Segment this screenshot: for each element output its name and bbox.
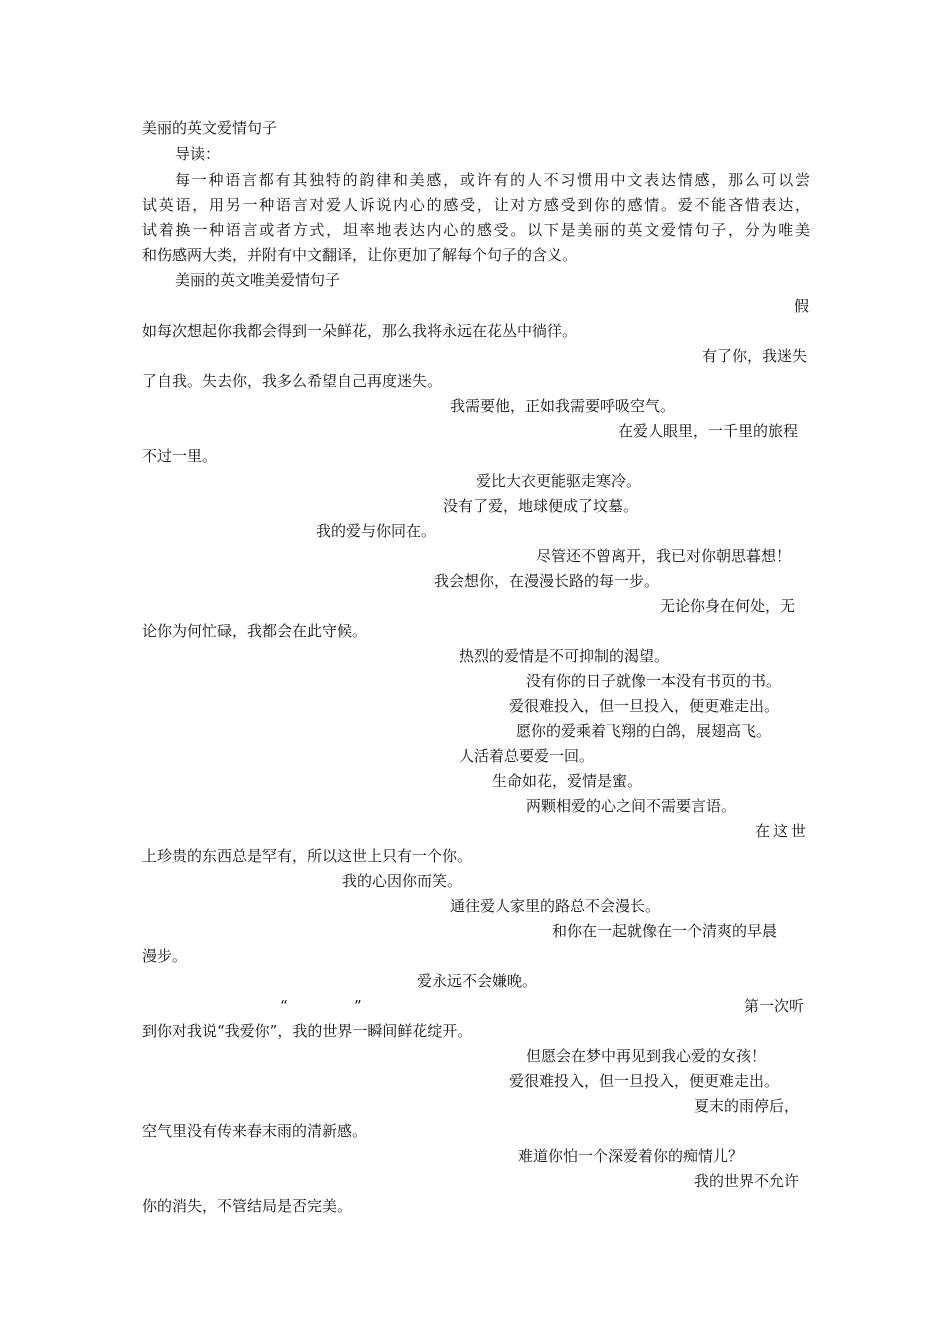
sentence-line: 生命如花，爱情是蜜。 — [492, 772, 643, 790]
intro-paragraph-line: 和伤感两大类，并附有中文翻译，让你更加了解每个句子的含义。 — [142, 246, 578, 264]
sentence-line: 和你在一起就像在一个清爽的早晨 — [552, 922, 778, 940]
sentence-line: 爱永远不会嫌晚。 — [417, 972, 538, 990]
sentence-line: 尽管还不曾离开，我已对你朝思暮想！ — [536, 547, 792, 565]
sentence-line: 难道你怕一个深爱着你的痴情儿？ — [518, 1147, 744, 1165]
sentence-line: 我的心因你而笑。 — [342, 872, 463, 890]
sentence-line: 爱很难投入，但一旦投入，便更难走出。 — [509, 697, 780, 715]
sentence-line: 无论你身在何处，无 — [660, 597, 796, 615]
sentence-line: 空气里没有传来春末雨的清新感。 — [142, 1122, 368, 1140]
document-title: 美丽的英文爱情句子 — [142, 119, 278, 137]
intro-paragraph-line: 试英语，用另一种语言对爱人诉说内心的感受，让对方感受到你的感情。爱不能吝惜表达， — [142, 196, 810, 214]
sentence-line: 在这世 — [755, 822, 810, 840]
sentence-line: 如每次想起你我都会得到一朵鲜花，那么我将永远在花丛中徜徉。 — [142, 322, 578, 340]
sentence-line: 了自我。失去你，我多么希望自己再度迷失。 — [142, 372, 443, 390]
sentence-line: 我的爱与你同在。 — [316, 522, 437, 540]
sentence-line: 我会想你，在漫漫长路的每一步。 — [434, 572, 660, 590]
sentence-line: 夏末的雨停后， — [694, 1097, 800, 1115]
sentence-line: 在爱人眼里，一千里的旅程 — [618, 422, 799, 440]
sentence-line: 有了你，我迷失 — [702, 347, 808, 365]
sentence-line: 第一次听 — [744, 997, 805, 1015]
sentence-line: 假 — [794, 297, 810, 315]
intro-paragraph-line: 每一种语言都有其独特的韵律和美感，或许有的人不习惯用中文表达情感，那么可以尝 — [175, 171, 810, 189]
sentence-line: 我需要他，正如我需要呼吸空气。 — [450, 397, 676, 415]
sentence-line: 但愿会在梦中再见到我心爱的女孩！ — [526, 1047, 767, 1065]
section-heading: 美丽的英文唯美爱情句子 — [175, 271, 341, 289]
sentence-line: 爱很难投入，但一旦投入，便更难走出。 — [509, 1072, 780, 1090]
sentence-line: 两颗相爱的心之间不需要言语。 — [526, 797, 737, 815]
sentence-line: 愿你的爱乘着飞翔的白鸽，展翅高飞。 — [516, 722, 772, 740]
sentence-line: 不过一里。 — [142, 447, 218, 465]
sentence-line: 漫步。 — [142, 947, 188, 965]
sentence-line: 热烈的爱情是不可抑制的渴望。 — [459, 647, 670, 665]
sentence-line: 爱比大衣更能驱走寒冷。 — [476, 472, 642, 490]
intro-paragraph-line: 试着换一种语言或者方式，坦率地表达内心的感受。以下是美丽的英文爱情句子，分为唯美 — [142, 221, 810, 239]
intro-label: 导读： — [175, 145, 221, 163]
sentence-line: 通往爱人家里的路总不会漫长。 — [450, 897, 661, 915]
sentence-line: 论你为何忙碌，我都会在此守候。 — [142, 622, 368, 640]
stray-close-quote: ” — [354, 997, 362, 1015]
sentence-line: 没有你的日子就像一本没有书页的书。 — [526, 672, 782, 690]
sentence-line: 你的消失，不管结局是否完美。 — [142, 1197, 353, 1215]
stray-open-quote: “ — [280, 997, 288, 1015]
sentence-line: 到你对我说“我爱你”，我的世界一瞬间鲜花绽开。 — [142, 1022, 473, 1040]
sentence-line: 上珍贵的东西总是罕有，所以这世上只有一个你。 — [142, 847, 473, 865]
sentence-line: 我的世界不允许 — [694, 1172, 800, 1190]
sentence-line: 没有了爱，地球便成了坟墓。 — [443, 497, 639, 515]
sentence-line: 人活着总要爱一回。 — [459, 747, 595, 765]
